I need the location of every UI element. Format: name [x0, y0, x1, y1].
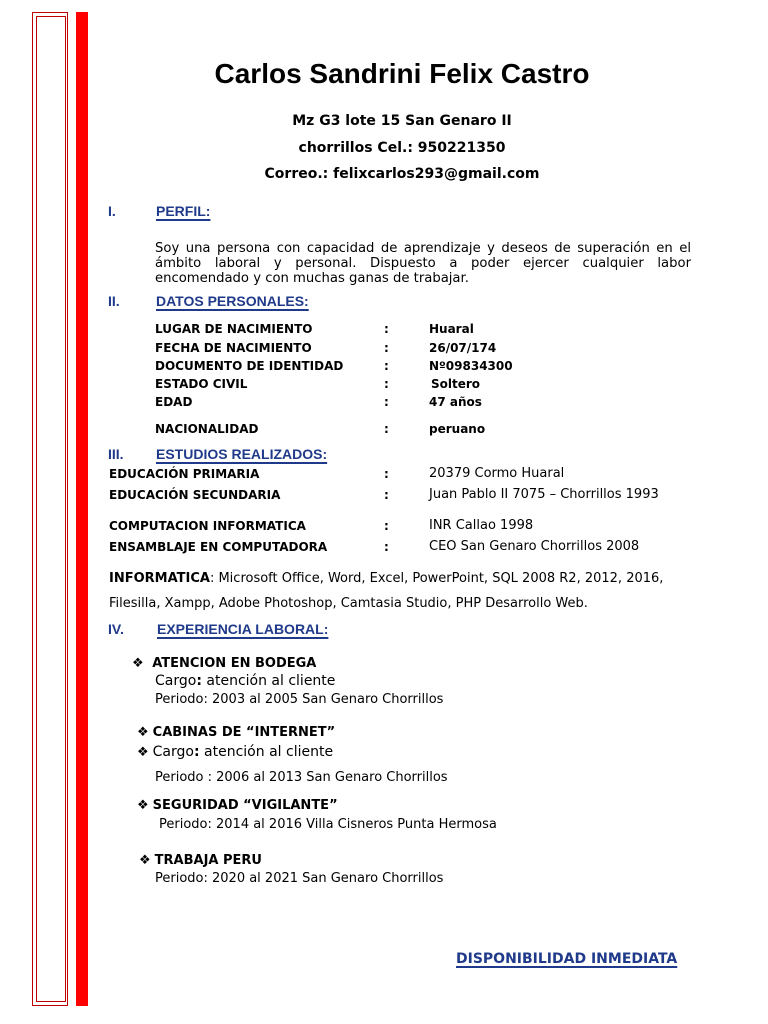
estudios-label: ENSAMBLAJE EN COMPUTADORA	[109, 540, 328, 554]
job-periodo: Periodo: 2014 al 2016 Villa Cisneros Punta Hermosa	[159, 817, 497, 832]
estudios-separator: :	[384, 519, 389, 533]
phone-line: chorrillos Cel.: 950221350	[298, 140, 506, 156]
estudios-label: COMPUTACION INFORMATICA	[109, 519, 306, 533]
red-side-bar	[76, 12, 88, 1006]
datos-separator: :	[384, 341, 389, 355]
cargo-separator: :	[196, 673, 202, 689]
diamond-bullet-icon: ❖	[137, 745, 149, 760]
section-title-datos: DATOS PERSONALES:	[156, 293, 309, 309]
availability-note: DISPONIBILIDAD INMEDIATA	[456, 951, 678, 967]
datos-separator: :	[384, 359, 389, 373]
section-number-perfil: I.	[108, 203, 116, 219]
job-periodo: Periodo: 2003 al 2005 San Genaro Chorrillos	[155, 692, 444, 707]
estudios-separator: :	[384, 540, 389, 554]
job-periodo: Periodo: 2020 al 2021 San Genaro Chorrillos	[155, 871, 444, 886]
datos-value: Soltero	[431, 377, 481, 391]
datos-separator: :	[384, 422, 389, 436]
border-frame-inner	[36, 16, 66, 1002]
estudios-value: INR Callao 1998	[429, 518, 534, 533]
cargo-label: Cargo	[155, 673, 197, 689]
section-title-perfil: PERFIL:	[156, 203, 211, 219]
estudios-separator: :	[384, 488, 389, 502]
datos-separator: :	[384, 322, 389, 336]
datos-value: 47 años	[429, 395, 482, 409]
job-periodo: Periodo : 2006 al 2013 San Genaro Chorrillos	[155, 770, 448, 785]
diamond-bullet-icon: ❖	[137, 798, 149, 813]
job-title	[137, 725, 335, 740]
datos-label: EDAD	[155, 395, 193, 409]
job-title-text: CABINAS DE “INTERNET”	[152, 725, 336, 740]
estudios-value: 20379 Cormo Huaral	[429, 466, 565, 481]
estudios-label: EDUCACIÓN PRIMARIA	[109, 467, 260, 481]
section-number-datos: II.	[108, 293, 120, 309]
datos-value: peruano	[429, 422, 486, 436]
job-cargo	[137, 744, 333, 760]
estudios-separator: :	[384, 467, 389, 481]
job-title	[139, 853, 262, 868]
perfil-text: Soy una persona con capacidad de aprendizaje y deseos de superación en el ámbito laboral y personal. Dispuesto a poder ejercer cualquier labor encomendado y con muchas ganas de trabajar.	[155, 241, 691, 286]
estudios-value: Juan Pablo II 7075 – Chorrillos 1993	[429, 487, 659, 502]
job-title-text: SEGURIDAD “VIGILANTE”	[152, 798, 338, 813]
job-cargo	[155, 673, 335, 689]
datos-value: 26/07/174	[429, 341, 497, 355]
candidate-name: Carlos Sandrini Felix Castro	[214, 58, 590, 89]
cargo-value: atención al cliente	[201, 673, 336, 689]
informatica-skills: : Microsoft Office, Word, Excel, PowerPoint, SQL 2008 R2, 2012, 2016,	[209, 571, 664, 586]
estudios-label: EDUCACIÓN SECUNDARIA	[109, 488, 281, 502]
job-title-text: TRABAJA PERU	[154, 853, 262, 868]
diamond-bullet-icon: ❖	[137, 725, 149, 740]
diamond-bullet-icon: ❖	[139, 853, 151, 868]
section-number-estudios: III.	[108, 446, 124, 462]
estudios-value: CEO San Genaro Chorrillos 2008	[429, 539, 640, 554]
informatica-label: INFORMATICA	[109, 571, 210, 586]
section-title-estudios: ESTUDIOS REALIZADOS:	[156, 446, 328, 462]
informatica-line-1	[109, 571, 663, 586]
email-line: Correo.: felixcarlos293@gmail.com	[264, 166, 540, 182]
job-title	[132, 656, 316, 671]
datos-label: NACIONALIDAD	[155, 422, 259, 436]
datos-separator: :	[384, 377, 389, 391]
job-title-text: ATENCION EN BODEGA	[152, 656, 317, 671]
datos-label: ESTADO CIVIL	[155, 377, 248, 391]
datos-value: Huaral	[429, 322, 474, 336]
datos-value: Nº09834300	[429, 359, 513, 373]
informatica-line-2: Filesilla, Xampp, Adobe Photoshop, Camtasia Studio, PHP Desarrollo Web.	[109, 596, 588, 611]
datos-label: DOCUMENTO DE IDENTIDAD	[155, 359, 344, 373]
diamond-bullet-icon: ❖	[132, 656, 144, 671]
section-number-experiencia: IV.	[108, 621, 124, 637]
datos-label: FECHA DE NACIMIENTO	[155, 341, 312, 355]
address-line: Mz G3 lote 15 San Genaro II	[292, 113, 512, 129]
datos-label: LUGAR DE NACIMIENTO	[155, 322, 313, 336]
cargo-label: Cargo	[152, 744, 194, 760]
cargo-separator: :	[193, 744, 200, 760]
datos-separator: :	[384, 395, 389, 409]
cargo-value: atención al cliente	[199, 744, 334, 760]
job-title	[137, 798, 338, 813]
section-title-experiencia: EXPERIENCIA LABORAL:	[157, 621, 329, 637]
